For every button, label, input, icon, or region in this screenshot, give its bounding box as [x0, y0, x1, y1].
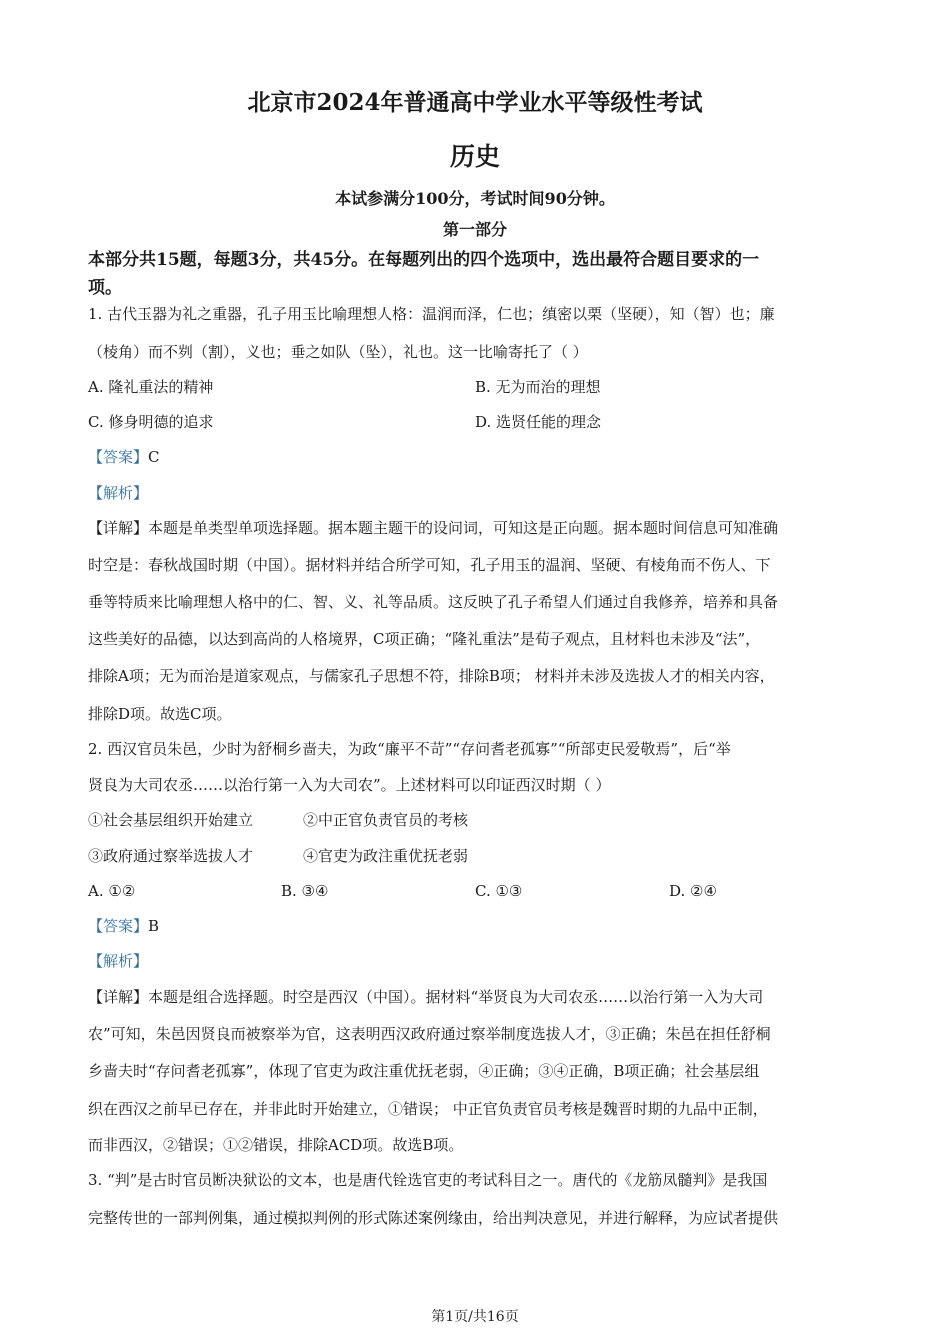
q2-option-d: D. ②④ — [669, 882, 717, 900]
q2-option-b: B. ③④ — [281, 882, 329, 900]
q2-stem-line-2: 贤良为大司农丞……以治行第一入为大司农”。上述材料可以印证西汉时期（ ） — [88, 776, 611, 794]
page-number: 第1页/共16页 — [431, 1309, 519, 1325]
part-heading: 第一部分 — [442, 220, 507, 239]
q2-stem-line-1: 2. 西汉官员朱邑，少时为舒桐乡啬夫，为政“廉平不苛”“存问耆老孤寡”“所部吏民爱敬焉”，后“举 — [88, 740, 731, 758]
exam-title: 北京市2024年普通高中学业水平等级性考试 — [247, 89, 703, 116]
q2-item-4: ④官吏为政注重优抚老弱 — [303, 847, 469, 865]
detail-tag: 【详解】 — [88, 988, 149, 1006]
q1-stem-line-1: 1. 古代玉器为礼之重器，孔子用玉比喻理想人格：温润而泽，仁也；缜密以栗（坚硬），知（智）也；廉 — [88, 305, 775, 323]
exam-info: 本试参满分100分，考试时间90分钟。 — [335, 189, 615, 208]
q2-detail-line-1 — [88, 987, 763, 1007]
detail-tag: 【详解】 — [88, 519, 149, 537]
q1-detail-line-5: 排除A项；无为而治是道家观点，与儒家孔子思想不符，排除B项； 材料并未涉及选拔人才的相关内容， — [88, 667, 775, 685]
q1-option-d: D. 选贤任能的理念 — [475, 413, 602, 431]
q1-detail-line-6: 排除D项。故选C项。 — [88, 705, 232, 723]
q2-option-a: A. ①② — [88, 882, 136, 900]
instruction-line-1: 本部分共15题，每题3分，共45分。在每题列出的四个选项中，选出最符合题目要求的一 — [88, 250, 760, 270]
q1-detail-line-3: 垂等特质来比喻理想人格中的仁、智、义、礼等品质。这反映了孔子希望人们通过自我修养，培养和具备 — [88, 593, 779, 611]
detail-text: 本题是单类型单项选择题。据本题主题干的设问词，可知这是正向题。据本题时间信息可知准确 — [148, 519, 779, 537]
subject-title: 历史 — [449, 142, 500, 171]
q1-option-c: C. 修身明德的追求 — [88, 413, 214, 431]
answer-value: B — [148, 917, 160, 935]
q2-detail-line-2: 农”可知，朱邑因贤良而被察举为官，这表明西汉政府通过察举制度选拔人才，③正确；朱邑在担任舒桐 — [88, 1025, 771, 1043]
q1-stem-line-2: （棱角）而不刿（割），义也；垂之如队（坠），礼也。这一比喻寄托了（ ） — [88, 343, 588, 361]
q2-detail-line-3: 乡啬夫时“存问耆老孤寡”，体现了官吏为政注重优抚老弱，④正确；③④正确，B项正确；社会基层组 — [88, 1062, 760, 1080]
q2-item-1: ①社会基层组织开始建立 — [88, 811, 254, 829]
q1-detail-line-1 — [88, 518, 778, 538]
q2-option-c: C. ①③ — [475, 882, 523, 900]
q2-answer — [88, 916, 159, 936]
q2-detail-line-4: 织在西汉之前早已存在，并非此时开始建立，①错误； 中正官负责官员考核是魏晋时期的九品中正制， — [88, 1100, 768, 1118]
instruction-line-2: 项。 — [88, 278, 122, 298]
q2-detail-line-5: 而非西汉，②错误；①②错误，排除ACD项。故选B项。 — [88, 1136, 464, 1154]
q1-analysis-tag: 【解析】 — [88, 484, 149, 502]
q1-answer — [88, 447, 160, 467]
q3-stem-line-1: 3. “判”是古时官员断决狱讼的文本，也是唐代铨选官吏的考试科目之一。唐代的《龙筋凤髓判》是我国 — [88, 1171, 768, 1189]
q2-item-3: ③政府通过察举选拔人才 — [88, 847, 254, 865]
answer-tag: 【答案】 — [88, 448, 149, 466]
answer-tag: 【答案】 — [88, 917, 149, 935]
q3-stem-line-2: 完整传世的一部判例集，通过模拟判例的形式陈述案例缘由，给出判决意见，并进行解释，为应试者提供 — [88, 1209, 779, 1227]
detail-text: 本题是组合选择题。时空是西汉（中国）。据材料“举贤良为大司农丞……以治行第一入为大司 — [148, 988, 764, 1006]
q1-detail-line-2: 时空是：春秋战国时期（中国）。据材料并结合所学可知，孔子用玉的温润、坚硬、有棱角而不伤人、下 — [88, 556, 771, 574]
q1-option-a: A. 隆礼重法的精神 — [88, 378, 214, 396]
q1-option-b: B. 无为而治的理想 — [475, 378, 601, 396]
q2-analysis-tag: 【解析】 — [88, 952, 149, 970]
q2-item-2: ②中正官负责官员的考核 — [303, 811, 469, 829]
q1-detail-line-4: 这些美好的品德，以达到高尚的人格境界，C项正确；“隆礼重法”是荀子观点，且材料也未涉及“法”， — [88, 630, 761, 648]
answer-value: C — [148, 448, 160, 466]
